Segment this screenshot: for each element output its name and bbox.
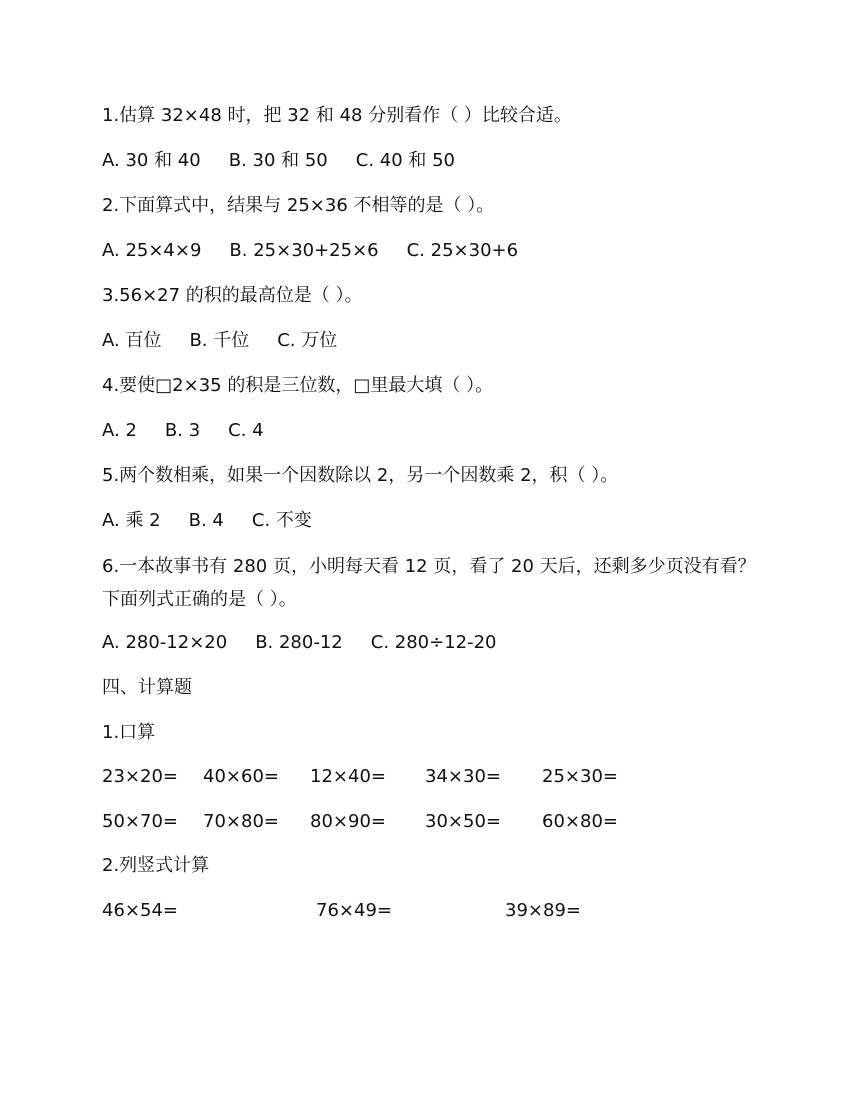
oral-calc-item: 23×20= — [102, 766, 178, 787]
oral-calc-row-1 — [102, 765, 802, 789]
question-3-option-c: C. 万位 — [277, 330, 338, 351]
question-4-option-a: A. 2 — [102, 420, 137, 441]
question-5-option-a: A. 乘 2 — [102, 510, 161, 531]
question-1-stem: 1.估算 32×48 时，把 32 和 48 分别看作（ ）比较合适。 — [102, 105, 572, 126]
oral-calc-item: 30×50= — [425, 811, 501, 832]
question-3-options — [102, 329, 337, 353]
question-4-option-b: B. 3 — [164, 420, 201, 441]
question-3-option-b: B. 千位 — [189, 330, 250, 351]
question-6-stem: 6.一本故事书有 280 页，小明每天看 12 页，看了 20 天后，还剩多少页没有看？下面列式正确的是（ ）。 — [102, 556, 756, 610]
question-3-option-a: A. 百位 — [102, 330, 162, 351]
question-4-option-c: C. 4 — [228, 420, 264, 441]
question-2-option-c: C. 25×30+6 — [406, 240, 519, 261]
question-2-stem: 2.下面算式中，结果与 25×36 不相等的是（ ）。 — [102, 195, 495, 216]
question-5-stem: 5.两个数相乘，如果一个因数除以 2，另一个因数乘 2，积（ ）。 — [102, 465, 619, 486]
question-5-option-b: B. 4 — [188, 510, 224, 531]
oral-calc-title: 1.口算 — [102, 722, 156, 743]
question-5-option-c: C. 不变 — [251, 510, 312, 531]
oral-calc-item: 40×60= — [203, 766, 279, 787]
question-1-options — [102, 149, 455, 173]
question-1-option-c: C. 40 和 50 — [355, 150, 456, 171]
question-4-options — [102, 419, 264, 443]
question-6-option-a: A. 280-12×20 — [102, 632, 228, 653]
question-3-stem: 3.56×27 的积的最高位是（ ）。 — [102, 285, 363, 306]
oral-calc-row-2 — [102, 810, 802, 834]
oral-calc-item: 50×70= — [102, 811, 178, 832]
section-heading: 四、计算题 — [102, 677, 192, 698]
oral-calc-item: 60×80= — [542, 811, 618, 832]
oral-calc-item: 80×90= — [310, 811, 386, 832]
question-2-option-a: A. 25×4×9 — [102, 240, 202, 261]
question-4-stem: 4.要使□2×35 的积是三位数，□里最大填（ ）。 — [102, 375, 494, 396]
vertical-calc-title: 2.列竖式计算 — [102, 855, 210, 876]
question-6-option-c: C. 280÷12-20 — [370, 632, 497, 653]
question-6-options — [102, 631, 497, 655]
question-2-option-b: B. 25×30+25×6 — [229, 240, 379, 261]
question-1-option-a: A. 30 和 40 — [102, 150, 201, 171]
oral-calc-item: 12×40= — [310, 766, 386, 787]
oral-calc-item: 34×30= — [425, 766, 501, 787]
question-6-option-b: B. 280-12 — [255, 632, 343, 653]
vertical-calc-item: 39×89= — [505, 900, 581, 921]
question-1-option-b: B. 30 和 50 — [228, 150, 328, 171]
vertical-calc-item: 76×49= — [316, 900, 392, 921]
vertical-calc-item: 46×54= — [102, 900, 178, 921]
oral-calc-item: 70×80= — [203, 811, 279, 832]
question-5-options — [102, 509, 312, 533]
vertical-calc-row — [102, 899, 802, 923]
oral-calc-item: 25×30= — [542, 766, 618, 787]
question-2-options — [102, 239, 518, 263]
